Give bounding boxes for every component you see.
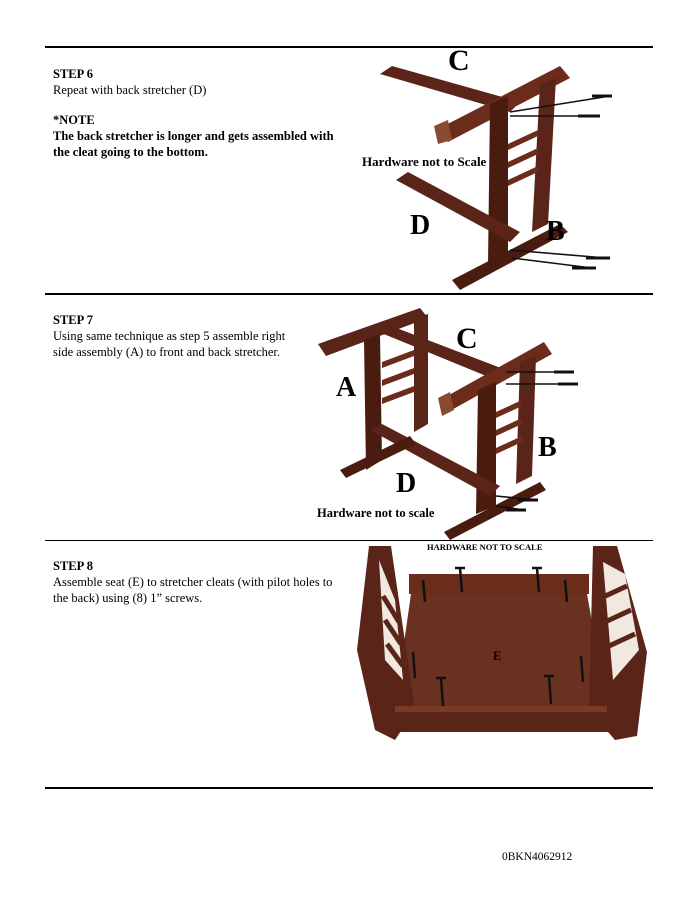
step7-figure (310, 300, 600, 540)
step6-slat-2 (508, 148, 538, 168)
step8-label-e: E (493, 648, 502, 663)
step8-front-rail-edge (395, 706, 607, 712)
step7-rail-c (374, 324, 506, 380)
step7-title: STEP 7 (53, 313, 93, 327)
step7-label-d: D (396, 468, 417, 499)
step6-label-b: B (546, 216, 565, 247)
step7-slat-a-3 (382, 386, 414, 404)
step6-title: STEP 6 (53, 67, 93, 81)
step6-note-body: The back stretcher is longer and gets assembled with the cleat going to the bottom. (53, 129, 334, 159)
step8-body: Assemble seat (E) to stretcher cleats (with pilot holes to the back) using (8) 1” screws. (53, 575, 333, 605)
step6-figure (360, 44, 660, 294)
step8-text (53, 558, 333, 606)
step6-text (53, 66, 343, 160)
step8-hardware-label: HARDWARE NOT TO SCALE (427, 542, 543, 552)
step8-figure (355, 540, 655, 745)
step7-slat-b-1 (496, 400, 522, 418)
step7-slat-a-1 (382, 350, 414, 368)
step7-screws-top (506, 372, 578, 384)
step8-back-rail (409, 574, 589, 594)
step6-label-d: D (410, 210, 431, 241)
step7-label-c: C (456, 322, 478, 355)
step6-slat-1 (508, 130, 538, 150)
step6-slat-3 (508, 166, 538, 186)
step6-note-title: *NOTE (53, 113, 95, 127)
step7-body: Using same technique as step 5 assemble right side assembly (A) to front and back stretcher. (53, 329, 286, 359)
step7-leg-b-1 (476, 382, 496, 514)
step6-hardware-label: Hardware not to Scale (362, 154, 487, 169)
step7-text (53, 312, 293, 360)
step7-label-b: B (538, 432, 557, 463)
step6-body: Repeat with back stretcher (D) (53, 83, 207, 97)
step7-hardware-label: Hardware not to scale (317, 506, 435, 520)
step7-leg-a-2 (414, 314, 428, 432)
step7-label-a: A (336, 372, 357, 403)
step7-leg-a-1 (364, 334, 382, 470)
document-code: 0BKN4062912 (502, 851, 573, 863)
step6-label-c: C (448, 44, 470, 77)
step8-title: STEP 8 (53, 559, 93, 573)
divider-bottom (45, 787, 653, 789)
step7-slat-a-2 (382, 368, 414, 386)
